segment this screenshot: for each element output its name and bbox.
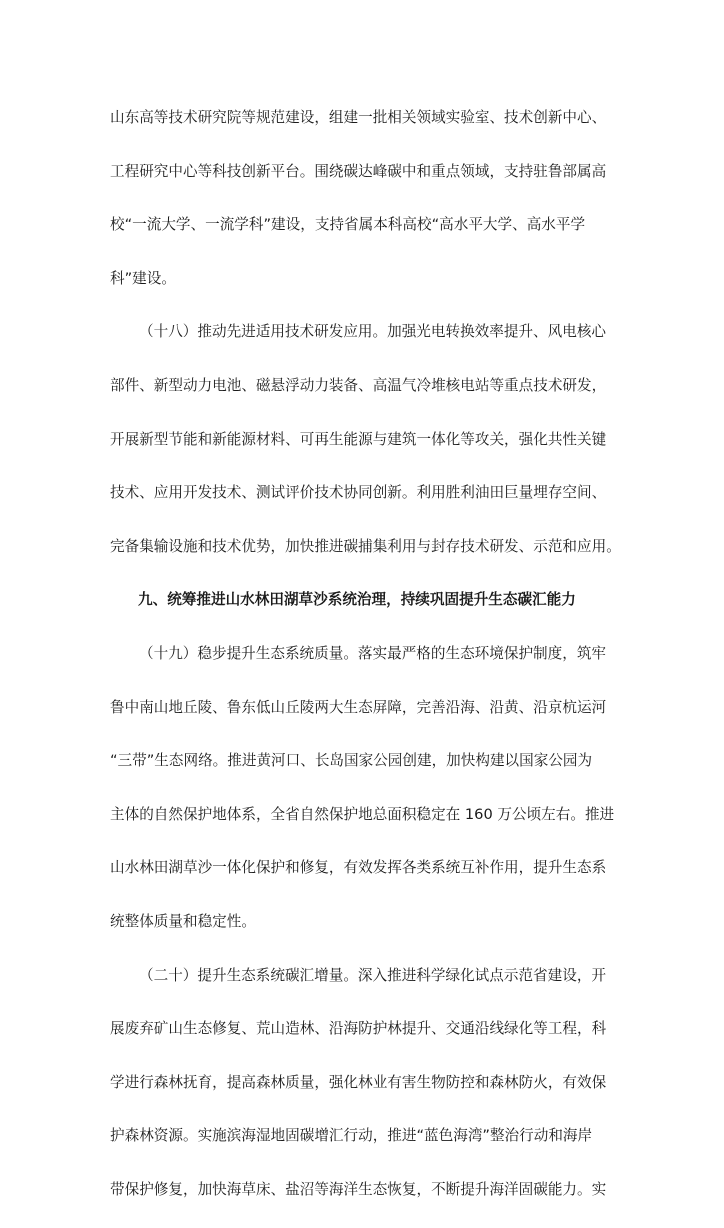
paragraph-start-20: （二十）提升生态系统碳汇增量。深入推进科学绿化试点示范省建设，开 <box>139 966 607 984</box>
paragraph-start-18: （十八）推动先进适用技术研发应用。加强光电转换效率提升、风电核心 <box>139 323 607 341</box>
text-line: 学进行森林抚育，提高森林质量，强化林业有害生物防控和森林防火，有效保 <box>110 1073 607 1091</box>
text-line: 展废弃矿山生态修复、荒山造林、沿海防护林提升、交通沿线绿化等工程，科 <box>110 1020 607 1038</box>
text-line: 山东高等技术研究院等规范建设，组建一批相关领域实验室、技术创新中心、 <box>110 109 607 126</box>
text-line: 主体的自然保护地体系，全省自然保护地总面积稳定在 160 万公顷左右。推进 <box>110 805 615 823</box>
text-line: 校“一流大学、一流学科”建设，支持省属本科高校“高水平大学、高水平学 <box>110 216 586 234</box>
text-line: 科”建设。 <box>110 269 176 287</box>
text-line: 带保护修复，加快海草床、盐沼等海洋生态恢复，不断提升海洋固碳能力。实 <box>110 1180 607 1198</box>
text-line: 护森林资源。实施滨海湿地固碳增汇行动，推进“蓝色海湾”整治行动和海岸 <box>110 1127 593 1145</box>
text-line: 山水林田湖草沙一体化保护和修复，有效发挥各类系统互补作用，提升生态系 <box>110 859 607 877</box>
text-line: 工程研究中心等科技创新平台。围绕碳达峰碳中和重点领域，支持驻鲁部属高 <box>110 162 607 180</box>
text-line: 完备集输设施和技术优势，加快推进碳捕集利用与封存技术研发、示范和应用。 <box>110 537 621 555</box>
text-line: 开展新型节能和新能源材料、可再生能源与建筑一体化等攻关，强化共性关键 <box>110 430 607 448</box>
document-body <box>110 103 621 1228</box>
text-line: 统整体质量和稳定性。 <box>110 912 256 930</box>
text-line: 部件、新型动力电池、磁悬浮动力装备、高温气冷堆核电站等重点技术研发， <box>110 376 607 394</box>
section-heading-9: 九、统筹推进山水林田湖草沙系统治理，持续巩固提升生态碳汇能力 <box>138 591 576 609</box>
text-line: 技术、应用开发技术、测试评价技术协同创新。利用胜利油田巨量埋存空间、 <box>110 484 607 502</box>
text-line: 鲁中南山地丘陵、鲁东低山丘陵两大生态屏障，完善沿海、沿黄、沿京杭运河 <box>110 698 607 716</box>
text-line: “三带”生态网络。推进黄河口、长岛国家公园创建，加快构建以国家公园为 <box>110 752 593 770</box>
paragraph-start-19: （十九）稳步提升生态系统质量。落实最严格的生态环境保护制度，筑牢 <box>139 644 607 662</box>
